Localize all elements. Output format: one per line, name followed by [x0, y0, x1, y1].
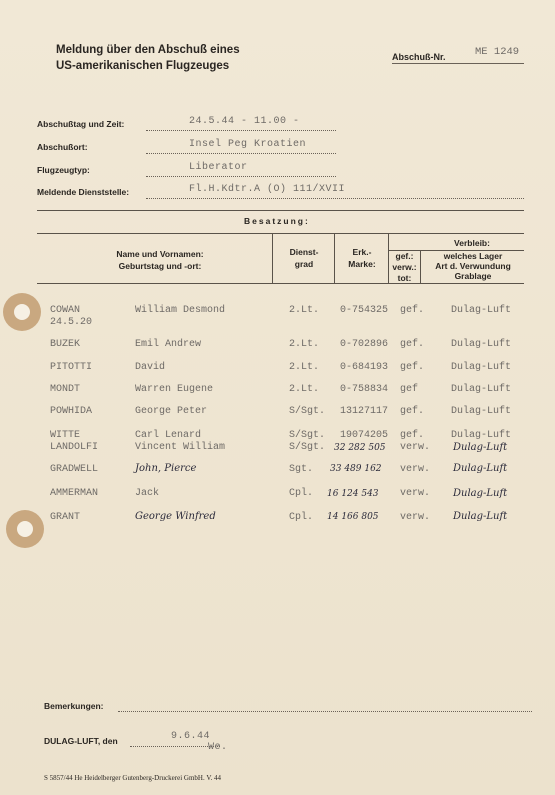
crew-tag: 0-758834 [340, 384, 389, 395]
crew-given: John, Pierce [135, 463, 197, 474]
field-label-aircraft: Flugzeugtyp: [37, 165, 90, 175]
crew-rank: S/Sgt. [289, 406, 326, 417]
crew-surname: GRANT [50, 512, 81, 523]
crew-status: gef. [400, 305, 425, 316]
remarks-line [118, 711, 532, 712]
crew-location: Dulag-Luft [451, 384, 512, 395]
crew-given: Jack [135, 488, 160, 499]
crew-surname: WITTE [50, 430, 81, 441]
crew-rank: S/Sgt. [289, 430, 326, 441]
crew-given: Emil Andrew [135, 339, 202, 350]
initials: We. [208, 742, 228, 753]
header-divider-2 [334, 233, 335, 283]
crew-given: Carl Lenard [135, 430, 202, 441]
crew-status: gef. [400, 362, 425, 373]
crew-location: Dulag-Luft [451, 406, 512, 417]
field-value-aircraft: Liberator [189, 162, 248, 173]
crew-status: verw. [400, 488, 431, 499]
crew-given: George Peter [135, 406, 208, 417]
crew-status: gef. [400, 339, 425, 350]
crew-tag: 33 489 162 [330, 464, 382, 474]
header-tag: Erk.- Marke: [348, 247, 376, 269]
place-date-label: DULAG-LUFT, den [44, 736, 118, 746]
crew-tag: 32 282 505 [334, 443, 386, 453]
report-date: 9.6.44 [171, 731, 211, 742]
crew-location: Dulag-Luft [453, 511, 508, 522]
field-line-location [146, 153, 336, 154]
header-verbleib-title: Verbleib: [454, 238, 490, 248]
table-header-bottom-rule [37, 283, 524, 284]
crew-surname: AMMERMAN [50, 488, 99, 499]
crew-tag: 16 124 543 [327, 489, 379, 499]
crew-tag: 13127117 [340, 406, 389, 417]
crew-location: Dulag-Luft [451, 305, 512, 316]
crew-tag: 14 166 805 [327, 512, 379, 522]
crew-status: verw. [400, 442, 431, 453]
crew-tag: 19074205 [340, 430, 389, 441]
abschuss-nr-underline [392, 63, 524, 64]
crew-status: gef. [400, 430, 425, 441]
punch-hole-bottom [6, 510, 44, 548]
header-verbleib: welches Lager Art d. Verwundung Grablage [435, 251, 511, 281]
crew-rank: Cpl. [289, 488, 314, 499]
field-value-date: 24.5.44 - 11.00 - [189, 116, 300, 127]
crew-rank: Cpl. [289, 512, 314, 523]
crew-rank: 2.Lt. [289, 339, 320, 350]
abschuss-nr-label: Abschuß-Nr. [392, 52, 446, 62]
crew-status: gef. [400, 406, 425, 417]
crew-given: David [135, 362, 166, 373]
crew-location: Dulag-Luft [453, 488, 508, 499]
header-name: Name und Vornamen: Geburtstag und -ort: [116, 249, 204, 271]
crew-location: Dulag-Luft [451, 362, 512, 373]
crew-rank: 2.Lt. [289, 384, 320, 395]
crew-tag: 0-754325 [340, 305, 389, 316]
field-line-date [146, 130, 336, 131]
field-label-date: Abschußtag und Zeit: [37, 119, 125, 129]
crew-location: Dulag-Luft [451, 339, 512, 350]
table-top-rule [37, 210, 524, 211]
crew-given: William Desmond [135, 305, 226, 316]
crew-surname: LANDOLFI [50, 442, 99, 453]
crew-status: verw. [400, 512, 431, 523]
crew-location: Dulag-Luft [451, 430, 512, 441]
form-title: Meldung über den Abschuß eines US-amerikanischen Flugzeuges [56, 44, 240, 72]
crew-tag: 0-684193 [340, 362, 389, 373]
field-value-location: Insel Peg Kroatien [189, 139, 307, 150]
crew-surname: POWHIDA [50, 406, 93, 417]
remarks-label: Bemerkungen: [44, 701, 104, 711]
crew-surname: MONDT [50, 384, 81, 395]
crew-rank: S/Sgt. [289, 442, 326, 453]
field-line-unit [146, 198, 524, 199]
header-rank: Dienst- grad [289, 247, 319, 269]
crew-rank: 2.Lt. [289, 362, 320, 373]
crew-given: Warren Eugene [135, 384, 214, 395]
abschuss-nr-value: ME 1249 [475, 46, 520, 58]
crew-location: Dulag-Luft [453, 442, 508, 453]
crew-surname: PITOTTI [50, 362, 93, 373]
crew-given: George Winfred [135, 511, 216, 522]
crew-rank: Sgt. [289, 464, 314, 475]
header-status: gef.: verw.: tot: [392, 251, 417, 283]
date-line [130, 746, 220, 747]
punch-hole-top [3, 293, 41, 331]
printer-imprint: S 5857/44 He Heidelberger Gutenberg-Druckerei GmbH. V. 44 [44, 774, 221, 782]
crew-surname: COWAN [50, 305, 81, 316]
field-value-unit: Fl.H.Kdtr.A (O) 111/XVII [189, 184, 346, 195]
crew-birth: 24.5.20 [50, 317, 93, 328]
crew-surname: GRADWELL [50, 464, 99, 475]
header-divider-1 [272, 233, 273, 283]
crew-given: Vincent William [135, 442, 226, 453]
crew-rank: 2.Lt. [289, 305, 320, 316]
crew-tag: 0-702896 [340, 339, 389, 350]
crew-status: verw. [400, 464, 431, 475]
field-label-location: Abschußort: [37, 142, 88, 152]
crew-location: Dulag-Luft [453, 463, 508, 474]
crew-surname: BUZEK [50, 339, 81, 350]
crew-status: gef [400, 384, 419, 395]
field-label-unit: Meldende Dienststelle: [37, 187, 130, 197]
field-line-aircraft [146, 176, 336, 177]
table-header-top-rule [37, 233, 524, 234]
crew-section-title: Besatzung: [244, 216, 310, 226]
